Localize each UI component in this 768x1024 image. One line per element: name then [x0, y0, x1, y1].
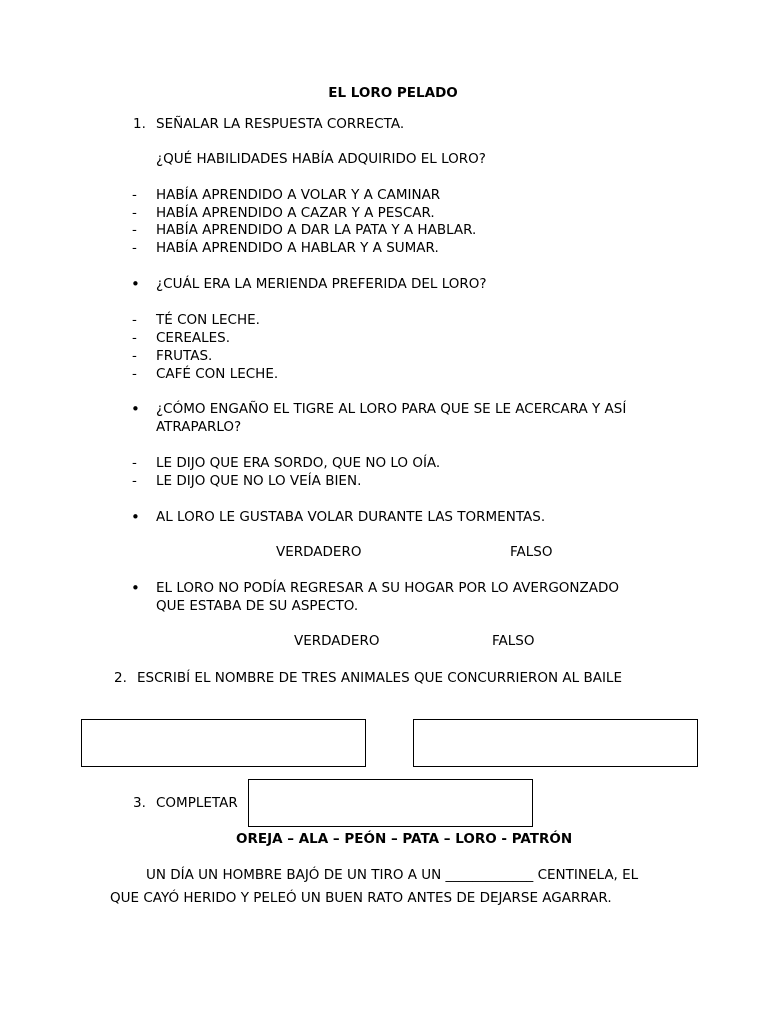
- dash-marker: -: [132, 473, 137, 489]
- q1-sub2-question: ¿CUÁL ERA LA MERIENDA PREFERIDA DEL LORO?: [156, 276, 487, 292]
- bullet-marker: •: [131, 579, 140, 597]
- option-item: LE DIJO QUE ERA SORDO, QUE NO LO OÍA.: [156, 455, 441, 471]
- option-item: HABÍA APRENDIDO A CAZAR Y A PESCAR.: [156, 205, 435, 221]
- dash-marker: -: [132, 240, 137, 256]
- option-item: HABÍA APRENDIDO A DAR LA PATA Y A HABLAR.: [156, 222, 477, 238]
- true-option[interactable]: VERDADERO: [276, 544, 362, 560]
- bullet-marker: •: [131, 275, 140, 293]
- q1-label: SEÑALAR LA RESPUESTA CORRECTA.: [156, 116, 405, 132]
- dash-marker: -: [132, 187, 137, 203]
- answer-box-animal-1[interactable]: [81, 719, 366, 767]
- q3-label: COMPLETAR: [156, 795, 238, 811]
- bullet-marker: •: [131, 400, 140, 418]
- q3-text-line1: UN DÍA UN HOMBRE BAJÓ DE UN TIRO A UN _____________ CENTINELA, EL: [146, 867, 639, 883]
- false-option[interactable]: FALSO: [492, 633, 535, 649]
- option-item: TÉ CON LECHE.: [156, 312, 260, 328]
- q1-sub5-statement-line1: EL LORO NO PODÍA REGRESAR A SU HOGAR POR LO AVERGONZADO: [156, 580, 620, 596]
- dash-marker: -: [132, 222, 137, 238]
- dash-marker: -: [132, 205, 137, 221]
- q2-number: 2.: [114, 670, 127, 686]
- q1-sub1-question: ¿QUÉ HABILIDADES HABÍA ADQUIRIDO EL LORO?: [156, 151, 486, 167]
- answer-box-animal-3[interactable]: [248, 779, 533, 827]
- option-item: HABÍA APRENDIDO A HABLAR Y A SUMAR.: [156, 240, 439, 256]
- q2-label: ESCRIBÍ EL NOMBRE DE TRES ANIMALES QUE CONCURRIERON AL BAILE: [137, 670, 622, 686]
- option-item: LE DIJO QUE NO LO VEÍA BIEN.: [156, 473, 362, 489]
- option-item: CAFÉ CON LECHE.: [156, 366, 279, 382]
- option-item: FRUTAS.: [156, 348, 213, 364]
- answer-box-animal-2[interactable]: [413, 719, 698, 767]
- q1-sub3-question-line1: ¿CÓMO ENGAÑO EL TIGRE AL LORO PARA QUE SE LE ACERCARA Y ASÍ: [156, 401, 627, 417]
- q1-sub3-question-line2: ATRAPARLO?: [156, 419, 242, 435]
- dash-marker: -: [132, 312, 137, 328]
- word-bank: OREJA – ALA – PEÓN – PATA – LORO - PATRÓN: [236, 831, 573, 847]
- true-option[interactable]: VERDADERO: [294, 633, 380, 649]
- false-option[interactable]: FALSO: [510, 544, 553, 560]
- q3-text-line2: QUE CAYÓ HERIDO Y PELEÓ UN BUEN RATO ANTES DE DEJARSE AGARRAR.: [110, 890, 612, 906]
- q1-number: 1.: [133, 116, 146, 132]
- q3-number: 3.: [133, 795, 146, 811]
- option-item: HABÍA APRENDIDO A VOLAR Y A CAMINAR: [156, 187, 441, 203]
- option-item: CEREALES.: [156, 330, 231, 346]
- bullet-marker: •: [131, 508, 140, 526]
- dash-marker: -: [132, 366, 137, 382]
- dash-marker: -: [132, 455, 137, 471]
- dash-marker: -: [132, 348, 137, 364]
- page-title: EL LORO PELADO: [328, 85, 458, 101]
- dash-marker: -: [132, 330, 137, 346]
- q1-sub4-statement: AL LORO LE GUSTABA VOLAR DURANTE LAS TORMENTAS.: [156, 509, 546, 525]
- q1-sub5-statement-line2: QUE ESTABA DE SU ASPECTO.: [156, 598, 359, 614]
